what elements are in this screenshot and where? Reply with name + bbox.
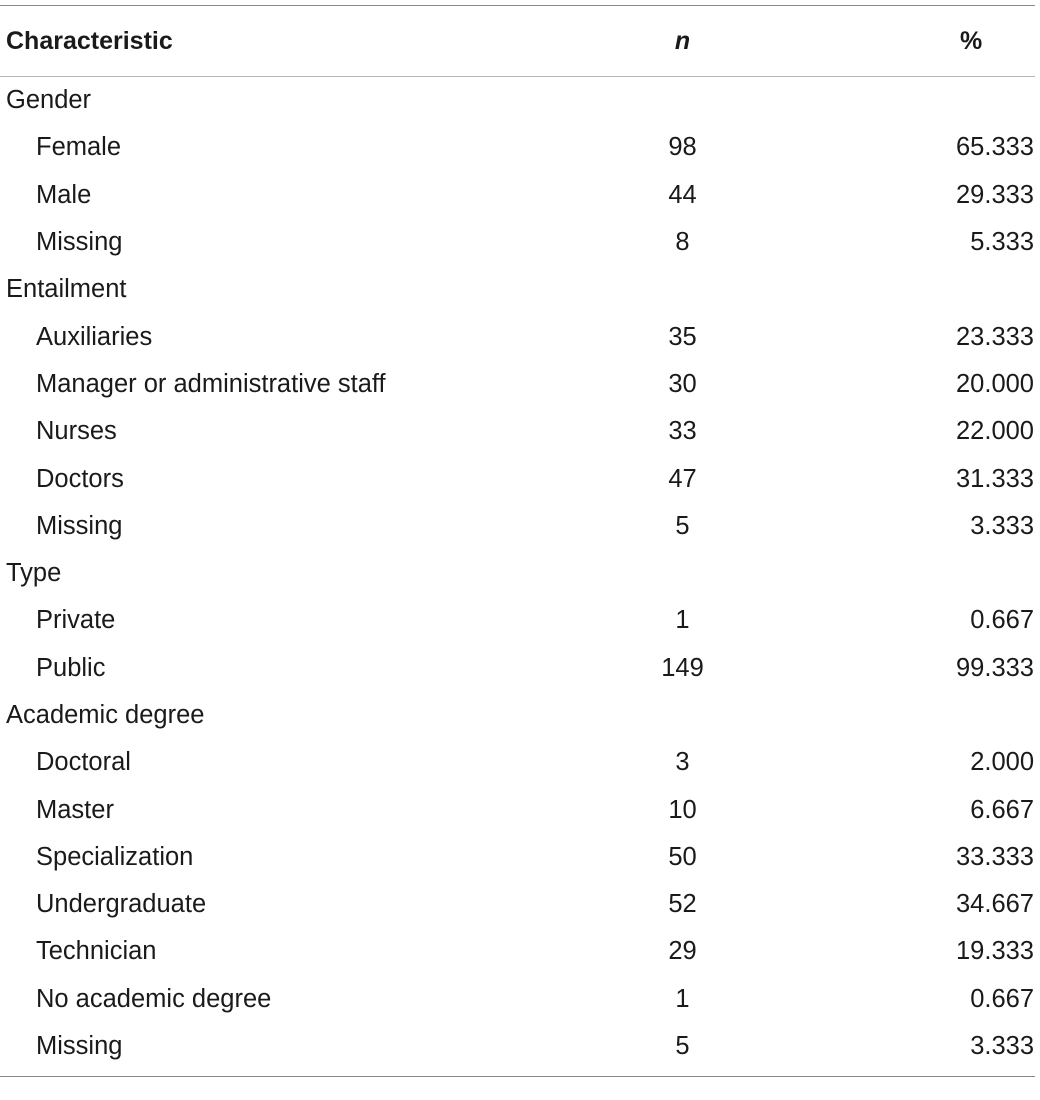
group-label: Gender (6, 86, 92, 115)
row-label: Missing (36, 228, 123, 257)
row-n-value: 149 (661, 653, 704, 682)
row-n-value: 52 (668, 890, 697, 919)
table-row (0, 881, 1035, 928)
row-n-value: 98 (668, 133, 697, 162)
row-label: Doctors (36, 464, 124, 493)
group-label: Entailment (6, 275, 127, 304)
table-row (0, 645, 1035, 692)
table-row (0, 976, 1035, 1023)
table-group-row (0, 550, 1035, 597)
table-group-row (0, 266, 1035, 313)
row-label: Missing (36, 511, 123, 540)
group-label: Type (6, 559, 62, 588)
header-characteristic: Characteristic (6, 26, 173, 55)
row-n-value: 44 (668, 180, 697, 209)
row-label: No academic degree (36, 984, 272, 1013)
row-label: Manager or administrative staff (36, 369, 386, 398)
header-n: n (674, 26, 691, 55)
row-n-value: 3 (675, 748, 690, 777)
table-row (0, 834, 1035, 881)
header-percent: % (960, 26, 983, 55)
table-row (0, 739, 1035, 786)
row-label: Technician (36, 937, 157, 966)
row-percent-value: 65.333 (956, 133, 1034, 162)
row-label: Private (36, 606, 116, 635)
row-n-value: 10 (668, 795, 697, 824)
row-label: Missing (36, 1032, 123, 1061)
row-n-value: 33 (668, 417, 697, 446)
row-n-value: 35 (668, 322, 697, 351)
table-row (0, 928, 1035, 975)
row-percent-value: 20.000 (956, 369, 1034, 398)
row-label: Specialization (36, 842, 194, 871)
table-row (0, 1023, 1035, 1070)
row-n-value: 50 (668, 842, 697, 871)
row-percent-value: 31.333 (956, 464, 1034, 493)
table-row (0, 124, 1035, 171)
row-percent-value: 29.333 (956, 180, 1034, 209)
table-header-row (0, 6, 1035, 76)
group-label: Academic degree (6, 701, 205, 729)
row-percent-value: 34.667 (956, 890, 1034, 919)
row-percent-value: 0.667 (970, 606, 1034, 635)
row-label: Nurses (36, 417, 117, 446)
table-body (0, 77, 1035, 1070)
row-n-value: 1 (675, 984, 690, 1013)
table-row (0, 786, 1035, 833)
row-label: Doctoral (36, 748, 131, 777)
row-n-value: 29 (668, 937, 697, 966)
table-bottom-rule (0, 1076, 1035, 1077)
row-label: Auxiliaries (36, 322, 153, 351)
row-n-value: 8 (675, 228, 690, 257)
row-percent-value: 22.000 (956, 417, 1034, 446)
row-label: Public (36, 653, 106, 682)
table-row (0, 503, 1035, 550)
row-n-value: 5 (675, 1032, 690, 1061)
row-percent-value: 3.333 (970, 511, 1034, 540)
row-label: Male (36, 180, 92, 209)
row-percent-value: 6.667 (970, 795, 1034, 824)
row-n-value: 47 (668, 464, 697, 493)
table-row (0, 361, 1035, 408)
table-row (0, 313, 1035, 360)
row-percent-value: 23.333 (956, 322, 1034, 351)
table-row (0, 597, 1035, 644)
row-percent-value: 19.333 (956, 937, 1034, 966)
row-n-value: 5 (675, 511, 690, 540)
table-group-row (0, 692, 1035, 739)
table-row (0, 408, 1035, 455)
row-label: Master (36, 795, 114, 824)
row-n-value: 1 (675, 606, 690, 635)
table-row (0, 172, 1035, 219)
row-percent-value: 99.333 (956, 653, 1034, 682)
row-percent-value: 3.333 (970, 1032, 1034, 1061)
row-percent-value: 2.000 (970, 748, 1034, 777)
row-label: Undergraduate (36, 890, 207, 919)
table-row (0, 219, 1035, 266)
row-percent-value: 5.333 (970, 228, 1034, 257)
table-row (0, 455, 1035, 502)
row-label: Female (36, 133, 122, 162)
characteristics-table (0, 5, 1035, 1077)
row-percent-value: 0.667 (970, 984, 1034, 1013)
table-group-row (0, 77, 1035, 124)
row-n-value: 30 (668, 369, 697, 398)
row-percent-value: 33.333 (956, 842, 1034, 871)
